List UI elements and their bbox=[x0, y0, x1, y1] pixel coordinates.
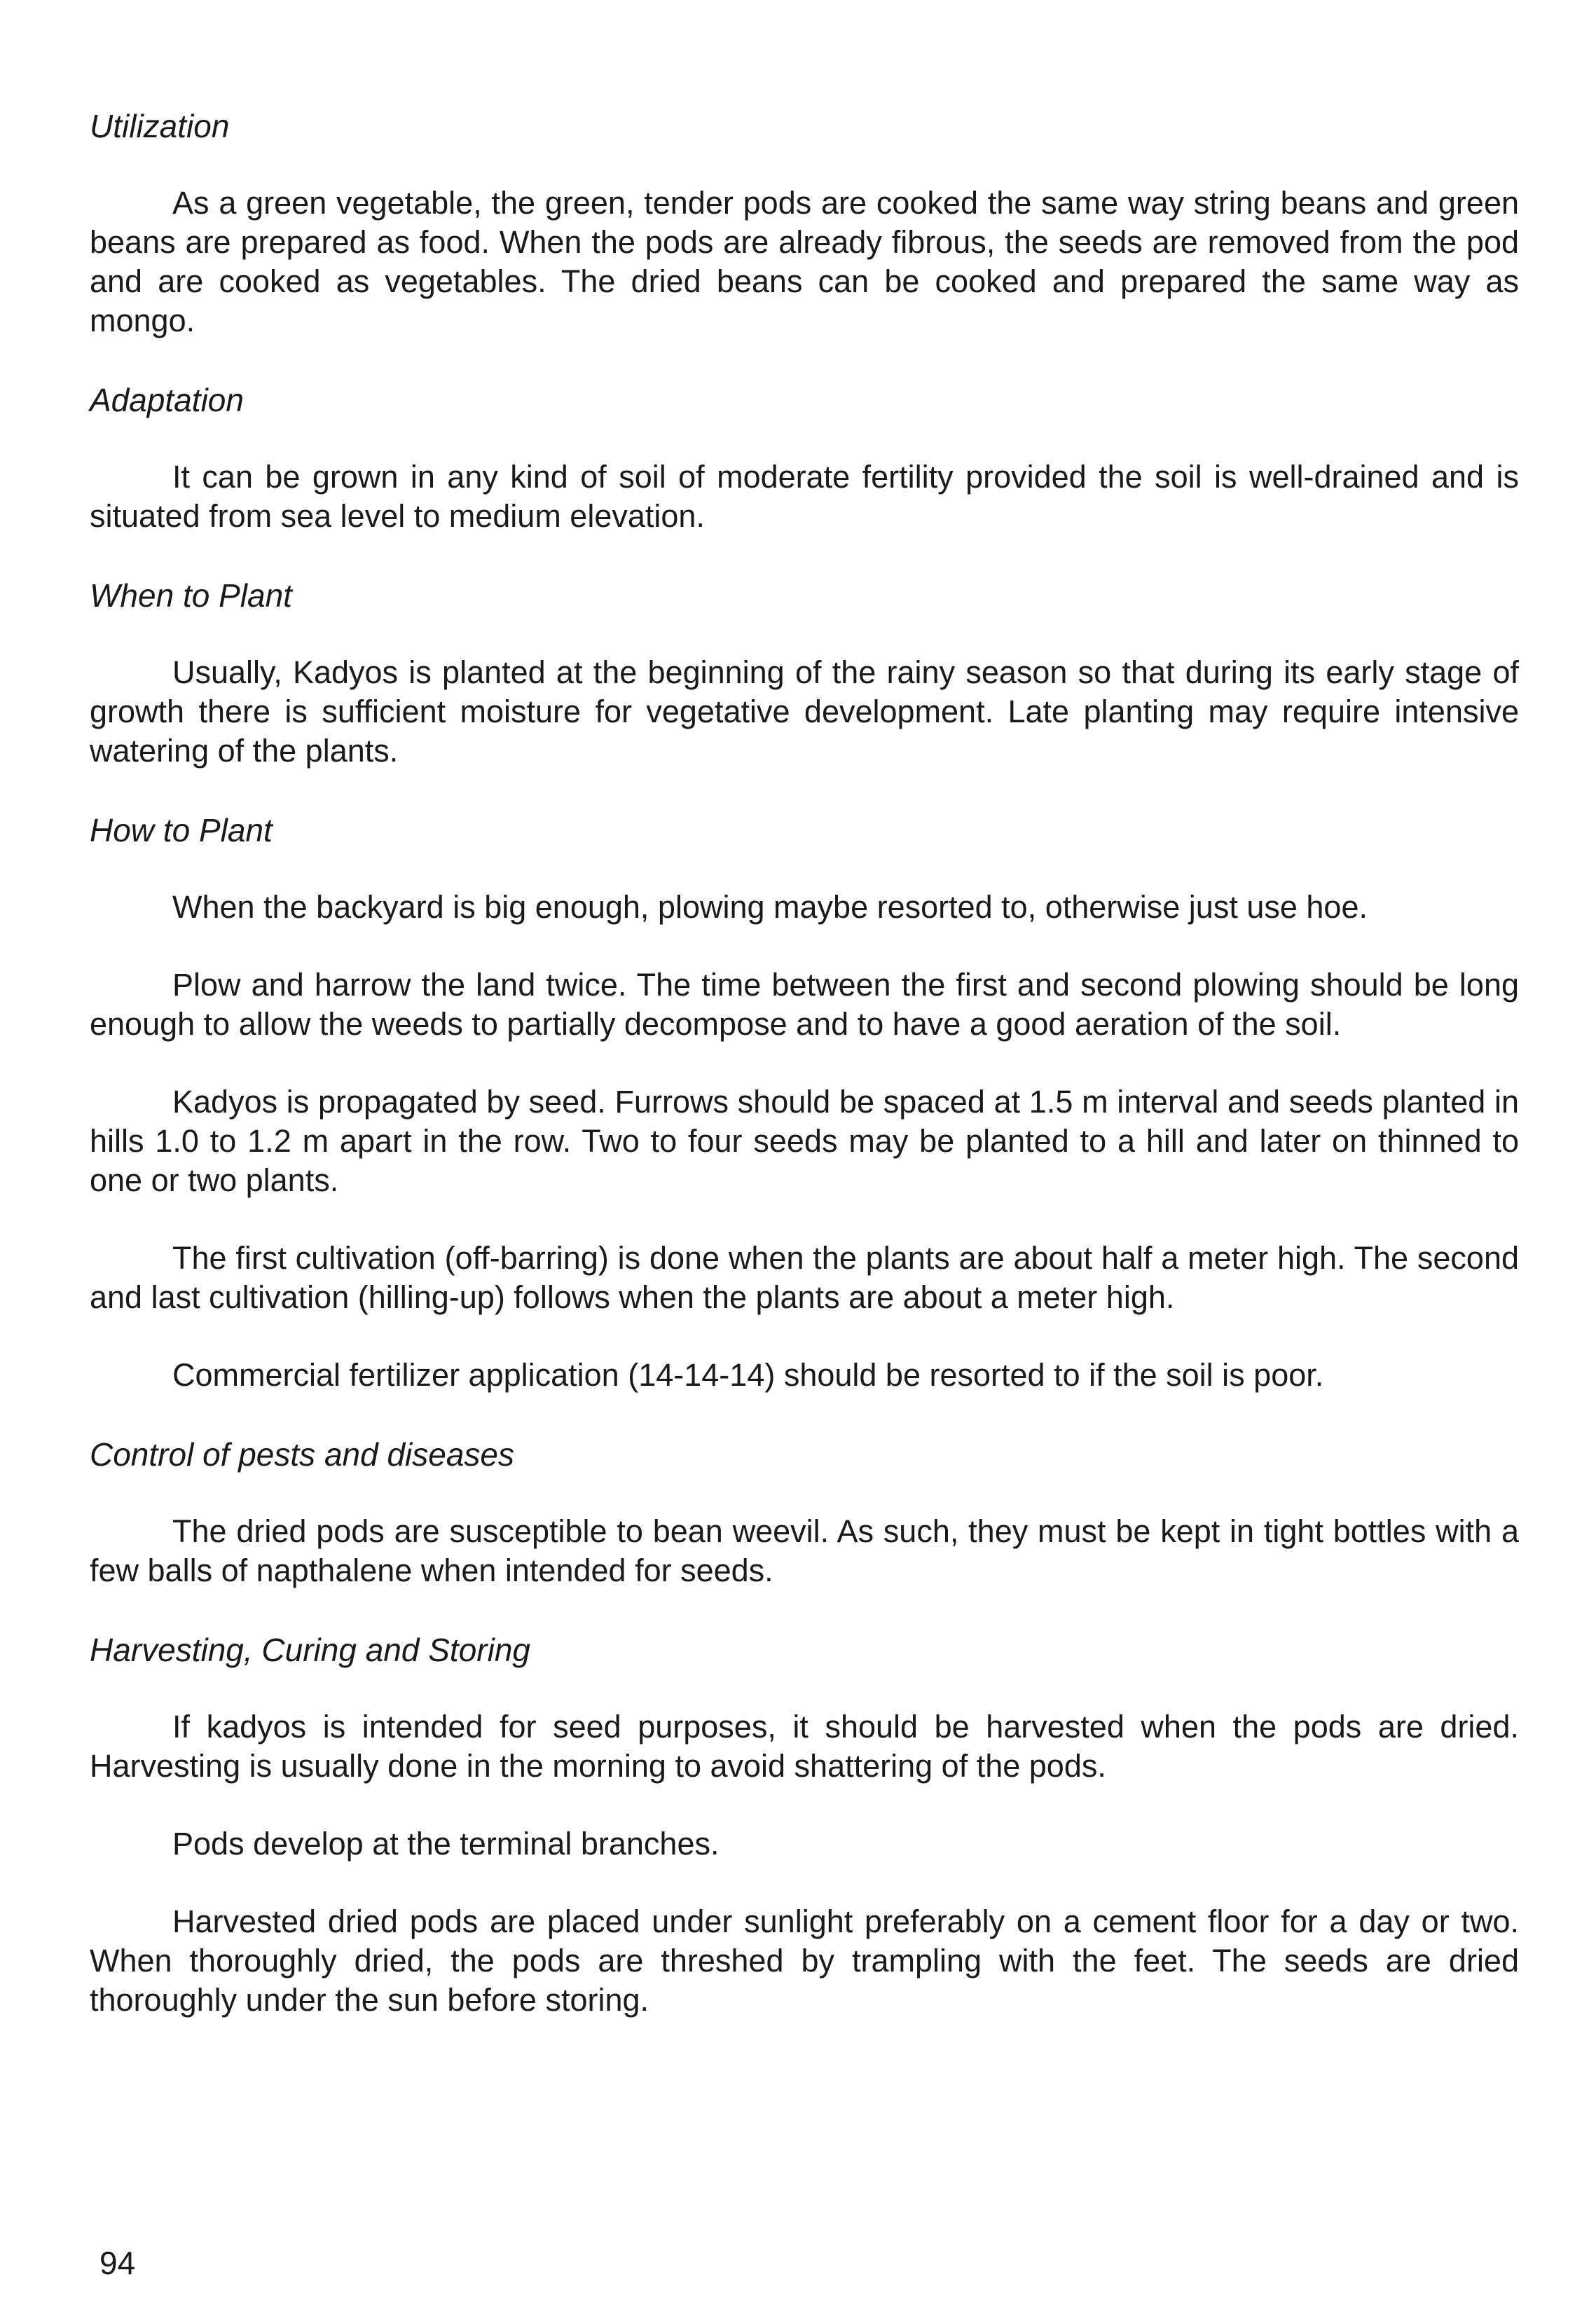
section-heading: How to Plant bbox=[90, 812, 273, 848]
section-how-to-plant bbox=[90, 809, 1519, 1395]
paragraph: Commercial fertilizer application (14-14-14) should be resorted to if the soil is poor. bbox=[172, 1357, 1324, 1393]
section-utilization bbox=[90, 105, 1519, 340]
paragraph: Plow and harrow the land twice. The time between the first and second plowing should be long enough to allow the weeds to partially decompose and to have a good aeration of the soil. bbox=[90, 967, 1519, 1042]
paragraph: The dried pods are susceptible to bean weevil. As such, they must be kept in tight bottles with a few balls of napthalene when intended for seeds. bbox=[90, 1513, 1519, 1588]
paragraph: If kadyos is intended for seed purposes, it should be harvested when the pods are dried. Harvesting is usually done in the morning to avoid shattering of the pods. bbox=[90, 1709, 1519, 1784]
section-heading: Harvesting, Curing and Storing bbox=[90, 1632, 530, 1668]
section-when-to-plant bbox=[90, 574, 1519, 771]
paragraph: When the backyard is big enough, plowing maybe resorted to, otherwise just use hoe. bbox=[172, 889, 1368, 925]
document-page bbox=[90, 105, 1519, 2058]
paragraph: It can be grown in any kind of soil of moderate fertility provided the soil is well-drained and is situated from sea level to medium elevation. bbox=[90, 459, 1519, 534]
section-heading: Control of pests and diseases bbox=[90, 1436, 515, 1473]
section-heading: When to Plant bbox=[90, 577, 292, 614]
section-harvesting bbox=[90, 1629, 1519, 2020]
section-adaptation bbox=[90, 379, 1519, 536]
section-heading: Adaptation bbox=[90, 382, 244, 418]
section-pest-control bbox=[90, 1433, 1519, 1590]
paragraph: The first cultivation (off-barring) is done when the plants are about half a meter high. The second and last cultivation (hilling-up) follows when the plants are about a meter high. bbox=[90, 1240, 1519, 1315]
paragraph: As a green vegetable, the green, tender pods are cooked the same way string beans and green beans are prepared as food. When the pods are already fibrous, the seeds are removed from the pod and are cooked as vegetables. The dried beans can be cooked and prepared the same way as mongo. bbox=[90, 185, 1519, 338]
page-number: 94 bbox=[99, 2245, 136, 2281]
paragraph: Harvested dried pods are placed under sunlight preferably on a cement floor for a day or two. When thoroughly dried, the pods are threshed by trampling with the feet. The seeds are dried thoroughly under the sun before storing. bbox=[90, 1904, 1519, 2018]
paragraph: Pods develop at the terminal branches. bbox=[172, 1826, 720, 1862]
paragraph: Usually, Kadyos is planted at the beginning of the rainy season so that during its early stage of growth there is sufficient moisture for vegetative development. Late planting may require intensive watering of the plants. bbox=[90, 654, 1519, 769]
paragraph: Kadyos is propagated by seed. Furrows should be spaced at 1.5 m interval and seeds planted in hills 1.0 to 1.2 m apart in the row. Two to four seeds may be planted to a hill and later on thinned to one or two plants. bbox=[90, 1084, 1519, 1198]
section-heading: Utilization bbox=[90, 108, 230, 144]
